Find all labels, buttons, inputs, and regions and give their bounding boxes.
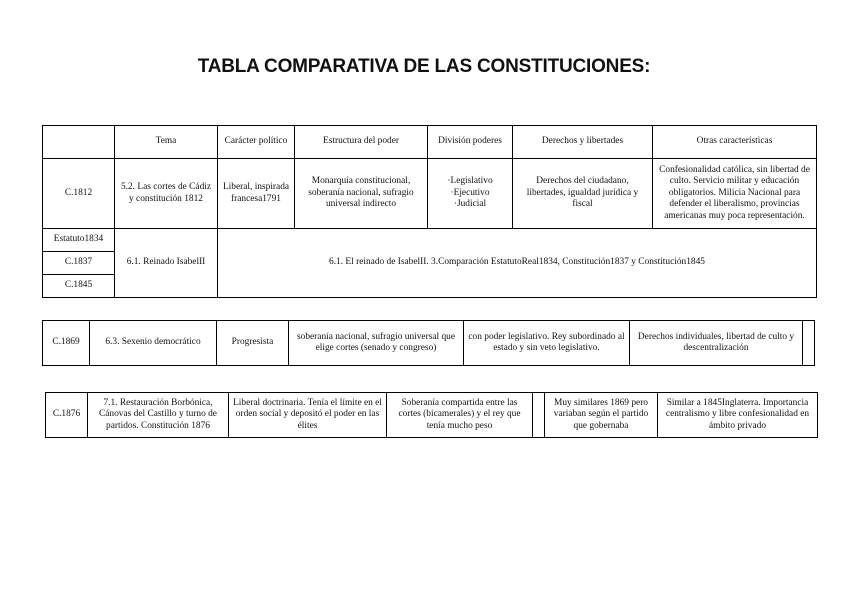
otras-cell: Similar a 1845Inglaterra. Importancia centralismo y libre confesionalidad en ámbito privado — [658, 393, 818, 438]
table-header-row — [43, 126, 817, 159]
derechos-cell: Derechos individuales, libertad de culto y descentralización — [630, 321, 803, 366]
division-text: ·Legislativo ·Ejecutivo ·Judicial — [447, 176, 493, 210]
header-cell: División poderes — [428, 126, 513, 159]
page-title: TABLA COMPARATIVA DE LAS CONSTITUCIONES: — [197, 56, 651, 77]
tema-cell: 5.2. Las cortes de Cádiz y constitución 1812 — [115, 159, 218, 229]
header-cell: Tema — [115, 126, 218, 159]
constitution-label: Estatuto1834 — [43, 229, 115, 252]
constitution-label: C.1812 — [43, 159, 115, 229]
otras-cell: Confesionalidad católica, sin libertad de culto. Servicio militar y educación obligatorios. Milicia Nacional para defender el liberalismo, provincias americanas muy poca representación. — [653, 159, 817, 229]
comparison-table-1876 — [45, 392, 818, 438]
caracter-cell: Liberal doctrinaria. Tenía el límite en el orden social y depositó el poder en las élites — [229, 393, 387, 438]
constitution-label: C.1876 — [46, 393, 88, 438]
estructura-cell: Monarquía constitucional, soberanía nacional, sufragio universal indirecto — [295, 159, 428, 229]
table-row — [43, 159, 817, 229]
empty-cell — [803, 321, 815, 366]
header-cell: Otras características — [653, 126, 817, 159]
header-cell: Derechos y libertades — [513, 126, 653, 159]
comparison-table-1869 — [42, 320, 815, 366]
tema-cell: 6.1. Reinado IsabelII — [115, 229, 218, 298]
derechos-cell: Derechos del ciudadano, libertades, igualdad jurídica y fiscal — [513, 159, 653, 229]
table-row — [46, 393, 818, 438]
empty-cell — [533, 393, 545, 438]
constitution-label: C.1845 — [43, 275, 115, 298]
header-cell: Carácter político — [218, 126, 295, 159]
estructura-cell: soberanía nacional, sufragio universal que elige cortes (senado y congreso) — [289, 321, 464, 366]
constitution-label: C.1837 — [43, 252, 115, 275]
table-row — [43, 321, 815, 366]
derechos-cell: Muy similares 1869 pero variaban según el partido que gobernaba — [545, 393, 658, 438]
constitution-label: C.1869 — [43, 321, 90, 366]
tema-cell: 6.3. Sexenio democrático — [90, 321, 217, 366]
merged-reference-cell: 6.1. El reinado de IsabelII. 3.Comparación EstatutoReal1834, Constitución1837 y Constitución1845 — [218, 229, 817, 298]
caracter-cell: Liberal, inspirada francesa1791 — [218, 159, 295, 229]
estructura-cell: Soberanía compartida entre las cortes (bicamerales) y el rey que tenía mucho peso — [387, 393, 533, 438]
division-cell: con poder legislativo. Rey subordinado al estado y sin veto legislativo. — [464, 321, 630, 366]
comparison-table-main — [42, 125, 817, 298]
tema-cell: 7.1. Restauración Borbónica, Cánovas del Castillo y turno de partidos. Constitución 1876 — [88, 393, 229, 438]
table-row — [43, 229, 817, 252]
header-cell — [43, 126, 115, 159]
division-cell — [428, 159, 513, 229]
caracter-cell: Progresista — [217, 321, 289, 366]
header-cell: Estructura del poder — [295, 126, 428, 159]
